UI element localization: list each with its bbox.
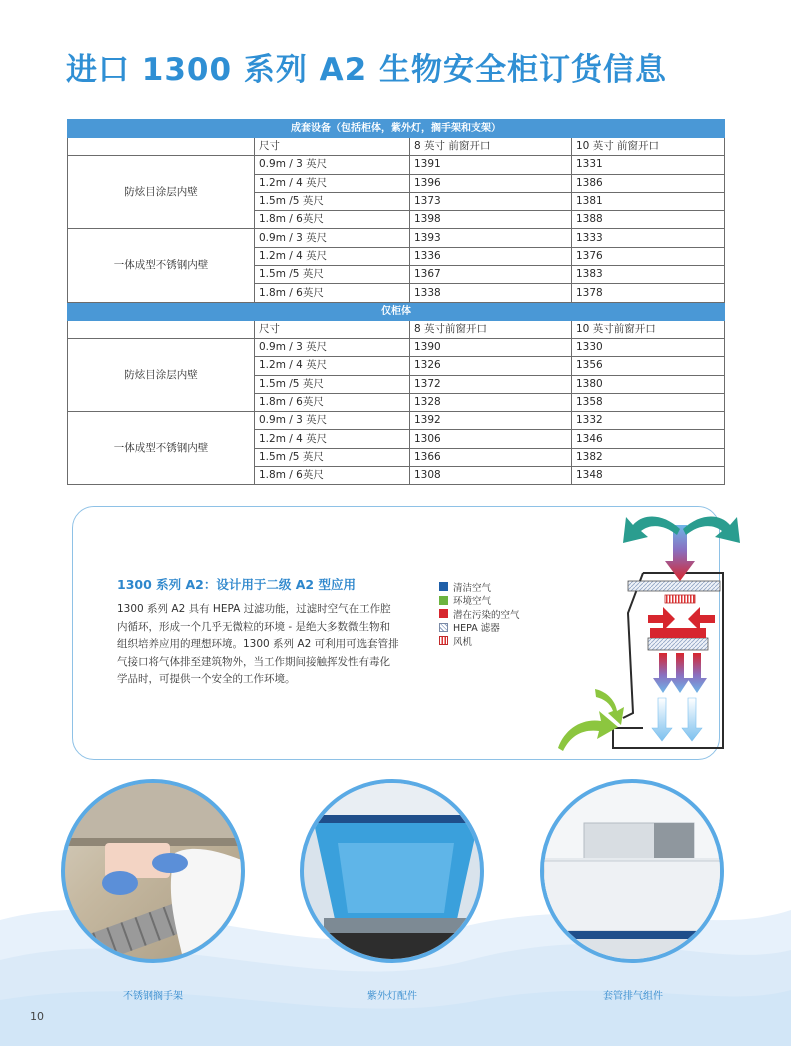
catalog-number-cell: 1348: [572, 467, 725, 485]
contaminated-air-swatch: [439, 609, 448, 618]
group-label: 一体成型不锈钢内壁: [68, 229, 255, 302]
catalog-number-cell: 1390: [410, 338, 572, 356]
size-cell: 1.5m /5 英尺: [255, 448, 410, 466]
catalog-number-cell: 1356: [572, 357, 725, 375]
column-header: 尺寸: [255, 320, 410, 338]
legend-label: HEPA 滤器: [453, 623, 500, 635]
table-row: [68, 229, 725, 247]
table-row: [68, 156, 725, 174]
column-header: 8 英寸 前窗开口: [410, 138, 572, 156]
hepa-filter-swatch: [439, 623, 448, 632]
legend-label: 风机: [453, 636, 473, 648]
catalog-number-cell: 1331: [572, 156, 725, 174]
legend-label: 潜在污染的空气: [453, 609, 520, 621]
size-cell: 1.8m / 6英尺: [255, 467, 410, 485]
catalog-number-cell: 1378: [572, 284, 725, 302]
fan-swatch: [439, 636, 448, 645]
catalog-number-cell: 1382: [572, 448, 725, 466]
size-cell: 0.9m / 3 英尺: [255, 156, 410, 174]
catalog-number-cell: 1346: [572, 430, 725, 448]
recirc-arrow-right: [688, 607, 715, 631]
section-heading-row: [68, 120, 725, 138]
table-row: [68, 338, 725, 356]
legend-label: 清洁空气: [453, 582, 492, 594]
catalog-number-cell: 1366: [410, 448, 572, 466]
page-title: 进口 1300 系列 A2 生物安全柜订货信息: [66, 52, 668, 88]
catalog-number-cell: 1338: [410, 284, 572, 302]
photo-caption: 套管排气组件: [603, 991, 663, 1002]
size-cell: 1.5m /5 英尺: [255, 266, 410, 284]
page-number: 10: [30, 1010, 44, 1023]
catalog-number-cell: 1333: [572, 229, 725, 247]
catalog-number-cell: 1328: [410, 393, 572, 411]
size-cell: 1.5m /5 英尺: [255, 192, 410, 210]
order-table: [67, 119, 725, 485]
column-header-row: [68, 320, 725, 338]
section-heading-row: [68, 302, 725, 320]
supply-hepa-filter: [648, 638, 708, 650]
photo-uv-lamp: [300, 779, 484, 963]
catalog-number-cell: 1386: [572, 174, 725, 192]
size-cell: 0.9m / 3 英尺: [255, 338, 410, 356]
catalog-number-cell: 1396: [410, 174, 572, 192]
header-blank-cell: [68, 138, 255, 156]
section-heading: 成套设备（包括柜体，紫外灯，搁手架和支架）: [68, 120, 725, 138]
group-label: 一体成型不锈钢内壁: [68, 412, 255, 485]
size-cell: 1.8m / 6英尺: [255, 211, 410, 229]
column-header: 10 英寸 前窗开口: [572, 138, 725, 156]
downflow-arrows: [653, 653, 707, 693]
catalog-number-cell: 1332: [572, 412, 725, 430]
return-air-arrows: [652, 698, 702, 741]
size-cell: 1.2m / 4 英尺: [255, 174, 410, 192]
outflow-arrow-right: [683, 516, 740, 543]
info-paragraph: 1300 系列 A2 具有 HEPA 过滤功能，过滤时空气在工作腔内循环，形成一个几乎无微粒的环境 - 是绝大多数微生物和组织培养应用的理想环境。1300 系列 A2 可利用可选套管排气接口将气体排至建筑物外，当工作期间接触挥发性有毒化学品时，可提供一个安全的工作环境。: [117, 603, 399, 685]
header-blank-cell: [68, 320, 255, 338]
catalog-number-cell: 1392: [410, 412, 572, 430]
section-heading: 仅柜体: [68, 302, 725, 320]
group-label: 防炫目涂层内壁: [68, 156, 255, 229]
catalog-number-cell: 1381: [572, 192, 725, 210]
catalog-number-cell: 1326: [410, 357, 572, 375]
catalog-number-cell: 1380: [572, 375, 725, 393]
recirc-arrow-left: [648, 607, 675, 631]
clean-air-swatch: [439, 582, 448, 591]
catalog-number-cell: 1306: [410, 430, 572, 448]
column-header: 10 英寸前窗开口: [572, 320, 725, 338]
plenum: [650, 628, 706, 638]
catalog-number-cell: 1367: [410, 266, 572, 284]
size-cell: 0.9m / 3 英尺: [255, 412, 410, 430]
photo-exhaust-collar: [540, 779, 724, 963]
catalog-number-cell: 1393: [410, 229, 572, 247]
catalog-number-cell: 1358: [572, 393, 725, 411]
exhaust-hepa-filter: [628, 581, 720, 591]
size-cell: 0.9m / 3 英尺: [255, 229, 410, 247]
inflow-arrow-upper: [595, 689, 624, 725]
catalog-number-cell: 1308: [410, 467, 572, 485]
size-cell: 1.2m / 4 英尺: [255, 430, 410, 448]
catalog-number-cell: 1383: [572, 266, 725, 284]
blower-fan: [665, 595, 695, 603]
size-cell: 1.8m / 6英尺: [255, 393, 410, 411]
info-box: [72, 506, 720, 760]
column-header: 8 英寸前窗开口: [410, 320, 572, 338]
size-cell: 1.2m / 4 英尺: [255, 247, 410, 265]
ambient-air-swatch: [439, 596, 448, 605]
legend-label: 环境空气: [453, 596, 492, 608]
group-label: 防炫目涂层内壁: [68, 338, 255, 411]
catalog-number-cell: 1336: [410, 247, 572, 265]
catalog-number-cell: 1372: [410, 375, 572, 393]
photo-caption: 不锈钢搁手架: [123, 991, 183, 1002]
column-header: 尺寸: [255, 138, 410, 156]
catalog-number-cell: 1376: [572, 247, 725, 265]
column-header-row: [68, 138, 725, 156]
photo-armrest: [61, 779, 245, 963]
size-cell: 1.8m / 6英尺: [255, 284, 410, 302]
airflow-diagram: [483, 503, 753, 763]
catalog-number-cell: 1373: [410, 192, 572, 210]
catalog-number-cell: 1330: [572, 338, 725, 356]
catalog-number-cell: 1391: [410, 156, 572, 174]
table-row: [68, 412, 725, 430]
catalog-number-cell: 1398: [410, 211, 572, 229]
info-heading: 1300 系列 A2：设计用于二级 A2 型应用: [117, 577, 356, 592]
catalog-number-cell: 1388: [572, 211, 725, 229]
outflow-arrow-left: [623, 516, 680, 543]
sash-outline: [623, 573, 643, 718]
size-cell: 1.5m /5 英尺: [255, 375, 410, 393]
photo-caption: 紫外灯配件: [367, 991, 417, 1002]
size-cell: 1.2m / 4 英尺: [255, 357, 410, 375]
inflow-arrow-lower: [558, 711, 618, 751]
